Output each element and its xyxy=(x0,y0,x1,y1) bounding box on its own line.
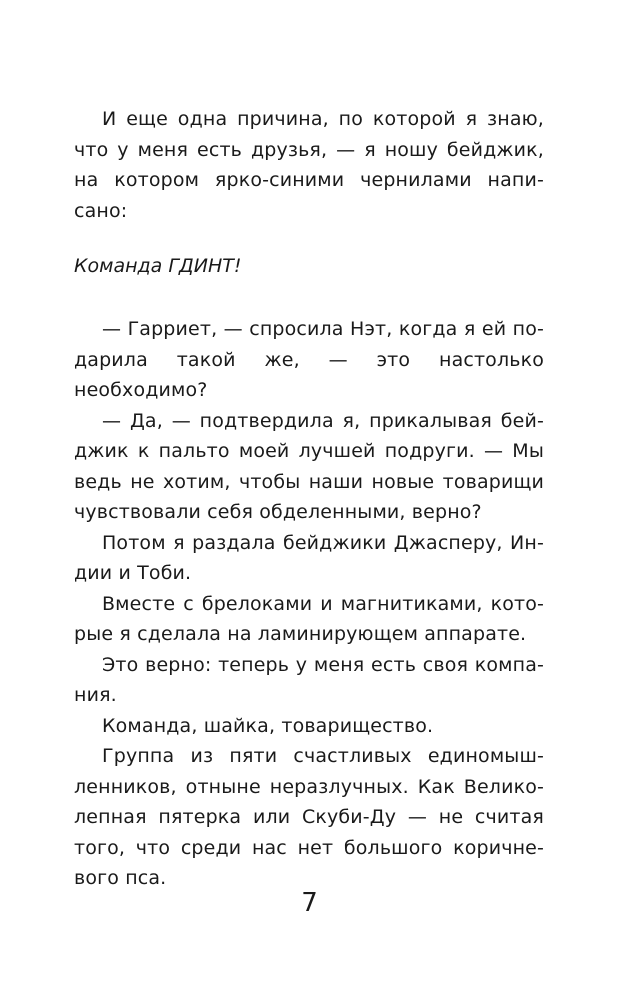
text-line: ведь не хотим, чтобы наши новые товарищи xyxy=(74,470,544,493)
text-line: джик к пальто моей лучшей подруги. — Мы xyxy=(74,440,544,462)
text-line: — Гарриет, — спросила Нэт, когда я ей по- xyxy=(102,318,544,340)
text-line: того, что среди нас нет большого коричне- xyxy=(74,836,544,859)
text-line: Потом я раздала бейджики Джасперу, Ин- xyxy=(102,531,544,554)
text-line: ния. xyxy=(74,684,117,706)
text-line: Группа из пяти счастливых единомыш- xyxy=(102,745,544,767)
text-line: Вместе с брелоками и магнитиками, кото- xyxy=(102,592,544,615)
text-line: вого пса. xyxy=(74,867,167,889)
badge-text: Команда ГДИНТ! xyxy=(74,255,242,277)
text-line: Команда, шайка, товарищество. xyxy=(102,714,434,737)
intro-paragraph xyxy=(74,104,544,226)
text-line: — Да, — подтвердила я, прикалывая бей- xyxy=(102,409,544,432)
text-line: лепная пятерка или Скуби-Ду — не считая xyxy=(74,806,544,828)
main-text xyxy=(74,314,544,894)
text-line: сано: xyxy=(74,199,128,222)
text-line: ленников, отныне неразлучных. Как Велико- xyxy=(74,775,544,798)
page-number: 7 xyxy=(301,888,318,918)
text-line: дарила такой же, — это настолько необходимо? xyxy=(74,348,544,401)
text-line: дии и Тоби. xyxy=(74,562,192,584)
text-line: И еще одна причина, по которой я знаю, xyxy=(102,108,544,130)
text-line: на котором ярко-синими чернилами напи- xyxy=(74,169,544,191)
text-line: что у меня есть друзья, — я ношу бейджик, xyxy=(74,138,544,161)
text-line: чувствовали себя обделенными, верно? xyxy=(74,501,482,523)
text-line: рые я сделала на ламинирующем аппарате. xyxy=(74,623,527,645)
text-line: Это верно: теперь у меня есть своя компа- xyxy=(102,653,544,676)
